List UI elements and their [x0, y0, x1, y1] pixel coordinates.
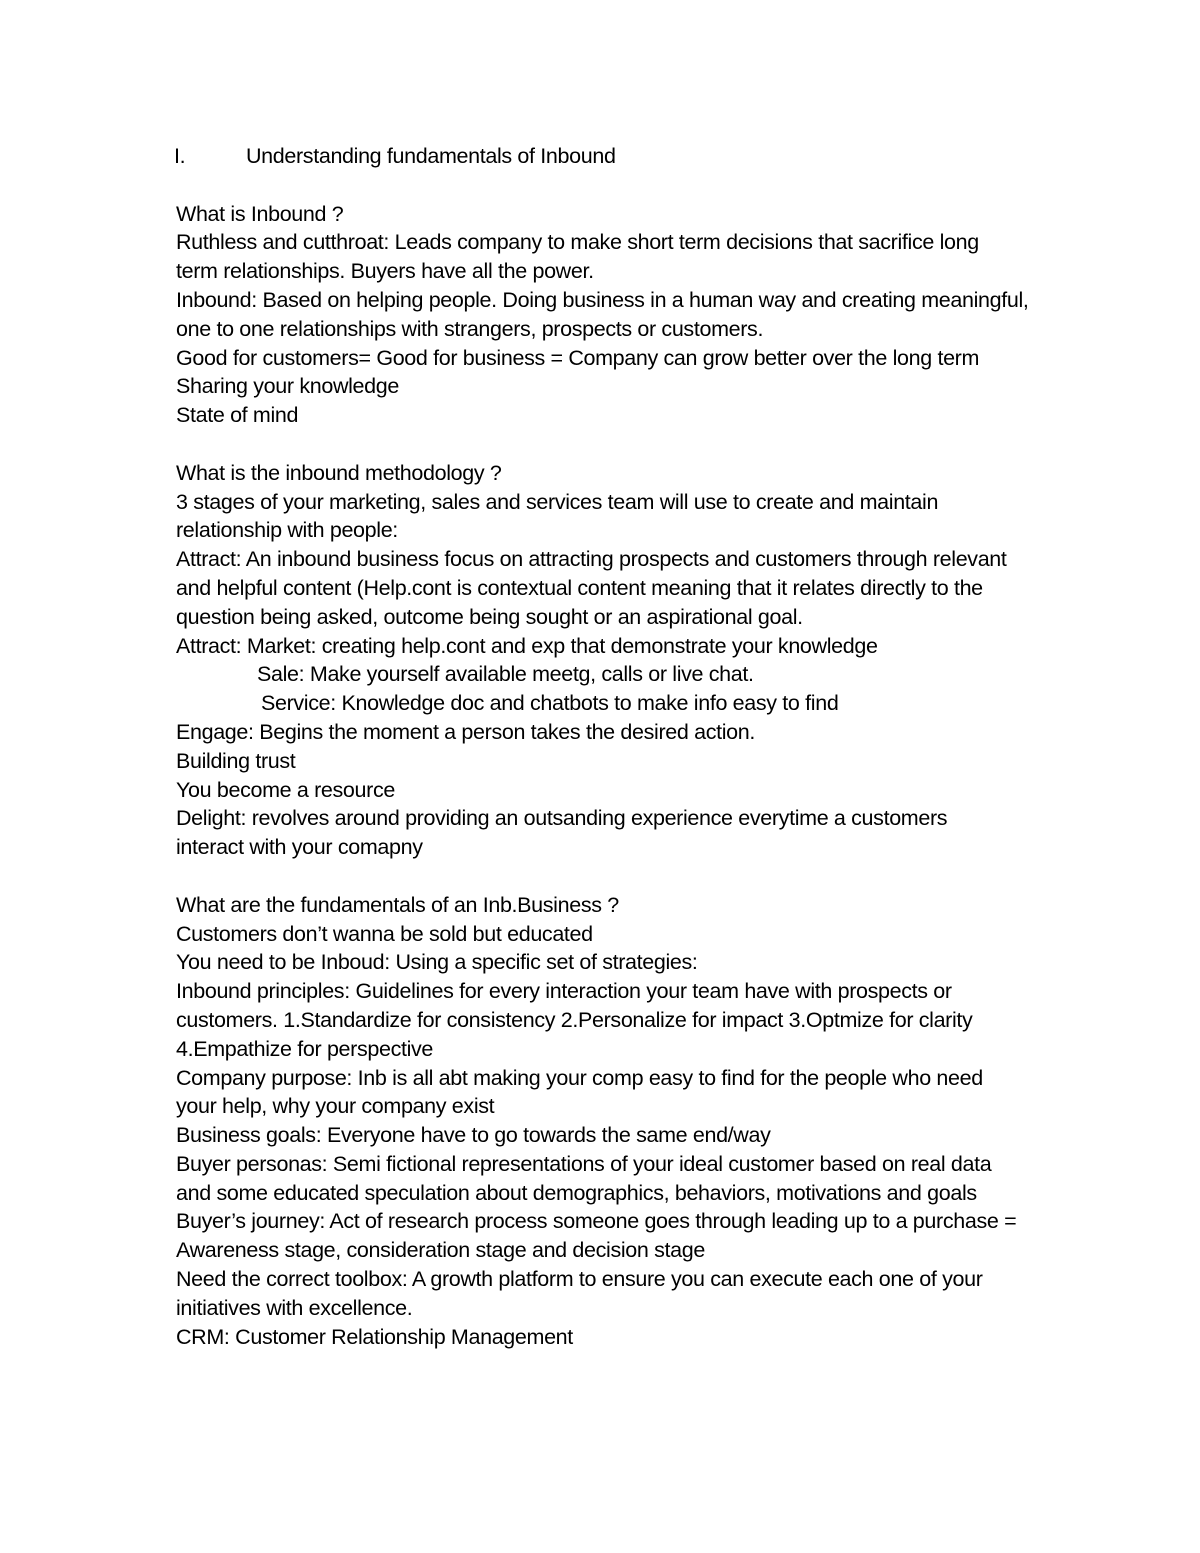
text-line: relationship with people:	[176, 518, 398, 543]
text-line: 4.Empathize for perspective	[176, 1036, 434, 1061]
text-line: Engage: Begins the moment a person takes the desired action.	[176, 719, 755, 744]
text-line: Inbound: Based on helping people. Doing business in a human way and creating meaningful,	[176, 287, 1029, 312]
text-line: customers. 1.Standardize for consistency 2.Personalize for impact 3.Optmize for clarity	[176, 1007, 973, 1032]
indented-text-line: Sale: Make yourself available meetg, calls or live chat.	[257, 662, 754, 687]
document-body	[176, 142, 1076, 1380]
text-line: Good for customers= Good for business = Company can grow better over the long term	[176, 345, 980, 370]
text-line: Ruthless and cutthroat: Leads company to make short term decisions that sacrifice long	[176, 230, 979, 255]
section-fundamentals	[176, 891, 1076, 1352]
text-line: Business goals: Everyone have to go towards the same end/way	[176, 1123, 771, 1148]
text-line: one to one relationships with strangers, prospects or customers.	[176, 316, 764, 341]
text-line: Buyer personas: Semi fictional representations of your ideal customer based on real data	[176, 1151, 992, 1176]
text-line: State of mind	[176, 403, 299, 428]
text-line: initiatives with excellence.	[176, 1295, 413, 1320]
section-what-is-inbound	[176, 200, 1076, 430]
question-fundamentals: What are the fundamentals of an Inb.Business ?	[176, 892, 619, 917]
text-line: Buyer’s journey: Act of research process someone goes through leading up to a purchase =	[176, 1209, 1017, 1234]
text-line: Awareness stage, consideration stage and decision stage	[176, 1238, 705, 1263]
text-line: and some educated speculation about demographics, behaviors, motivations and goals	[176, 1180, 977, 1205]
text-line: Attract: Market: creating help.cont and exp that demonstrate your knowledge	[176, 633, 878, 658]
text-line: Sharing your knowledge	[176, 374, 399, 399]
text-line: 3 stages of your marketing, sales and services team will use to create and maintain	[176, 489, 939, 514]
text-line: term relationships. Buyers have all the power.	[176, 259, 594, 284]
section-heading	[174, 142, 1076, 171]
text-line: question being asked, outcome being sought or an aspirational goal.	[176, 604, 803, 629]
text-line: Customers don’t wanna be sold but educated	[176, 921, 593, 946]
heading-title: Understanding fundamentals of Inbound	[246, 144, 616, 168]
question-what-is-inbound: What is Inbound ?	[176, 201, 344, 226]
text-line: Inbound principles: Guidelines for every interaction your team have with prospects or	[176, 979, 952, 1004]
text-line: CRM: Customer Relationship Management	[176, 1324, 573, 1349]
text-line: and helpful content (Help.cont is contextual content meaning that it relates directly to the	[176, 575, 983, 600]
question-inbound-methodology: What is the inbound methodology ?	[176, 460, 502, 485]
heading-number: I.	[174, 144, 186, 168]
text-line: You become a resource	[176, 777, 395, 802]
text-line: your help, why your company exist	[176, 1094, 495, 1119]
text-line: interact with your comapny	[176, 835, 423, 860]
text-line: Delight: revolves around providing an outsanding experience everytime a customers	[176, 806, 948, 831]
indented-text-line: Service: Knowledge doc and chatbots to make info easy to find	[261, 691, 839, 716]
text-line: Building trust	[176, 748, 296, 773]
text-line: You need to be Inboud: Using a specific set of strategies:	[176, 950, 698, 975]
text-line: Company purpose: Inb is all abt making your comp easy to find for the people who need	[176, 1065, 983, 1090]
text-line: Attract: An inbound business focus on attracting prospects and customers through relevant	[176, 547, 1007, 572]
text-line: Need the correct toolbox: A growth platform to ensure you can execute each one of your	[176, 1267, 983, 1292]
section-inbound-methodology	[176, 459, 1076, 862]
